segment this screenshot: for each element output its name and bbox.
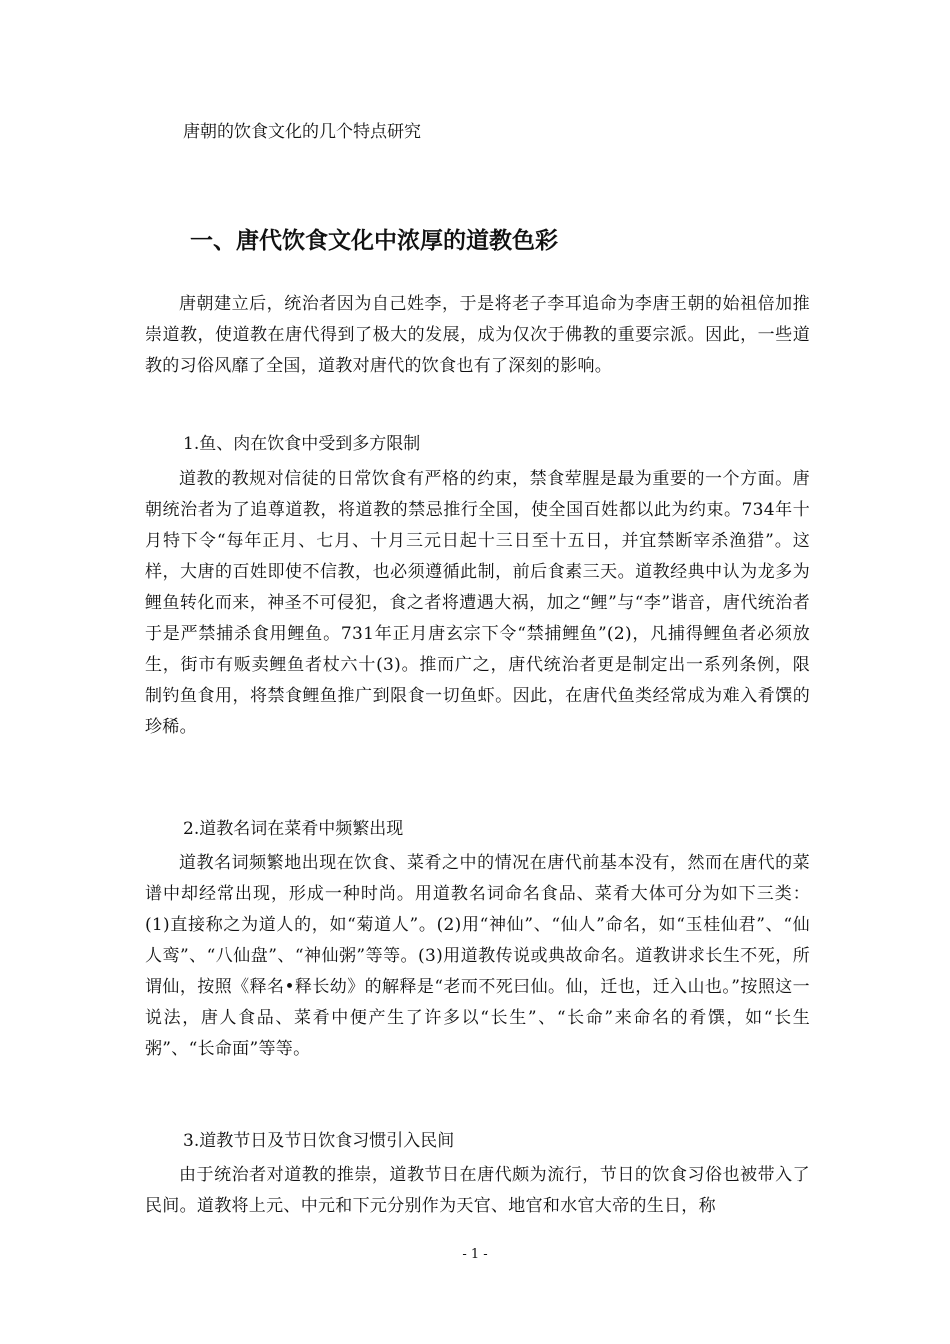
subsection-3-heading: 3.道教节日及节日饮食习惯引入民间 (183, 1131, 455, 1151)
subsection-2-block (145, 848, 810, 1065)
subsection-1-block (145, 464, 810, 743)
intro-paragraph-block (145, 289, 810, 382)
subsection-3-paragraph: 由于统治者对道教的推崇，道教节日在唐代颇为流行，节日的饮食习俗也被带入了民间。道教将上元、中元和下元分别作为天官、地官和水官大帝的生日，称 (145, 1165, 810, 1216)
page-number: - 1 - (462, 1247, 488, 1262)
intro-paragraph: 唐朝建立后，统治者因为自己姓李，于是将老子李耳追命为李唐王朝的始祖倍加推崇道教，使道教在唐代得到了极大的发展，成为仅次于佛教的重要宗派。因此，一些道教的习俗风靡了全国，道教对唐代的饮食也有了深刻的影响。 (145, 294, 810, 376)
section-heading: 一、唐代饮食文化中浓厚的道教色彩 (190, 228, 558, 254)
subsection-3-block (145, 1160, 810, 1222)
subsection-1-heading: 1.鱼、肉在饮食中受到多方限制 (183, 434, 421, 454)
document-title: 唐朝的饮食文化的几个特点研究 (183, 122, 421, 142)
subsection-1-paragraph: 道教的教规对信徒的日常饮食有严格的约束，禁食荤腥是最为重要的一个方面。唐朝统治者为了追尊道教，将道教的禁忌推行全国，使全国百姓都以此为约束。734年十月特下令“每年正月、七月、十月三元日起十三日至十五日，并宜禁断宰杀渔猎”。这样，大唐的百姓即使不信教，也必须遵循此制，前后食素三天。道教经典中认为龙多为鲤鱼转化而来，神圣不可侵犯，食之者将遭遇大祸，加之“鲤”与“李”谐音，唐代统治者于是严禁捕杀食用鲤鱼。731年正月唐玄宗下令“禁捕鲤鱼”(2)，凡捕得鲤鱼者必须放生，街市有贩卖鲤鱼者杖六十(3)。推而广之，唐代统治者更是制定出一系列条例，限制钓鱼食用，将禁食鲤鱼推广到限食一切鱼虾。因此，在唐代鱼类经常成为难入肴馔的珍稀。 (145, 469, 810, 737)
subsection-2-heading: 2.道教名词在菜肴中频繁出现 (183, 819, 404, 839)
subsection-2-paragraph: 道教名词频繁地出现在饮食、菜肴之中的情况在唐代前基本没有，然而在唐代的菜谱中却经常出现，形成一种时尚。用道教名词命名食品、菜肴大体可分为如下三类：(1)直接称之为道人的，如“菊道人”。(2)用“神仙”、“仙人”命名，如“玉桂仙君”、“仙人鸾”、“八仙盘”、“神仙粥”等等。(3)用道教传说或典故命名。道教讲求长生不死，所谓仙，按照《释名•释长幼》的解释是“老而不死曰仙。仙，迁也，迁入山也。”按照这一说法，唐人食品、菜肴中便产生了许多以“长生”、“长命”来命名的肴馔，如“长生粥”、“长命面”等等。 (145, 853, 810, 1059)
